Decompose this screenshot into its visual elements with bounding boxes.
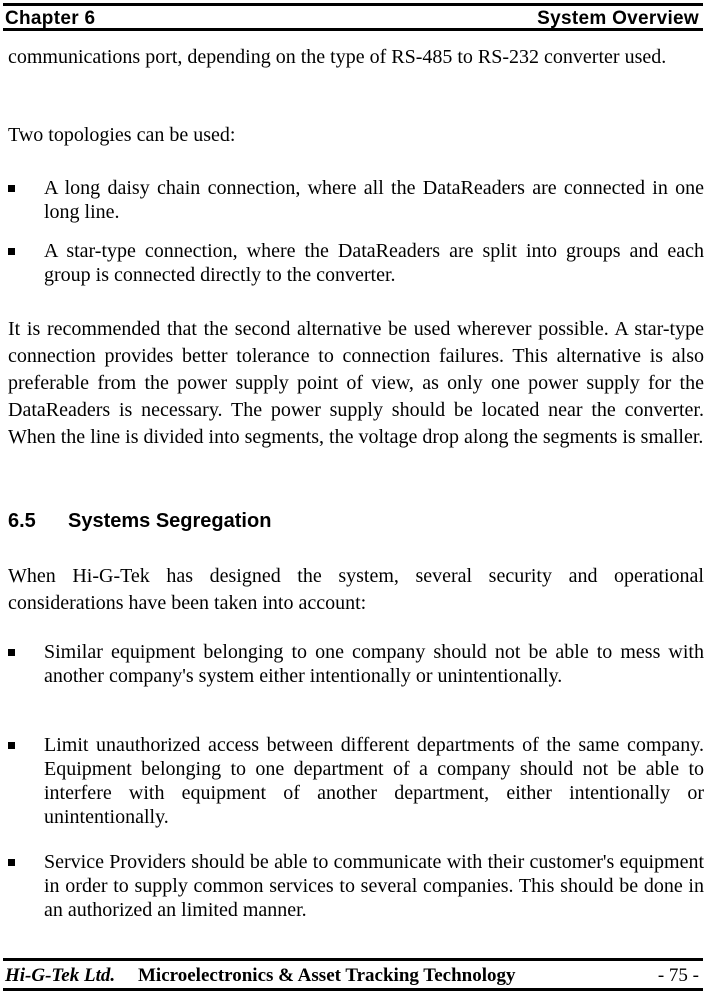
bullet-square-icon (8, 649, 15, 656)
paragraph-topologies-intro: Two topologies can be used: (8, 124, 236, 146)
bullet-square-icon (8, 185, 15, 192)
bullet-square-icon (8, 248, 15, 255)
paragraph-continuation: communications port, depending on the type of RS-485 to RS-232 converter used. (8, 46, 667, 68)
paragraph-recommendation: It is recommended that the second alternative be used wherever possible. A star-type connection provides better tolerance to connection failures. This alternative is also preferable from the power supply point of view, as only one power supply for the DataReaders is necessary. The power supply should be located near the converter. When the line is divided into segments, the voltage drop along the segments is smaller. (8, 318, 704, 448)
bullet-text: Service Providers should be able to communicate with their customer's equipment in order to supply common services to several companies. This should be done in an authorized an limited manner. (44, 851, 704, 921)
bullet-square-icon (8, 859, 15, 866)
footer-tagline: Microelectronics & Asset Tracking Technology (138, 965, 516, 986)
section-heading (8, 510, 271, 533)
footer-page-number: - 75 - (657, 965, 699, 986)
bullet-text: A star-type connection, where the DataReaders are split into groups and each group is connected directly to the converter. (44, 240, 704, 286)
bullet-square-icon (8, 742, 15, 749)
section-title: Systems Segregation (68, 510, 272, 532)
paragraph-considerations-intro: When Hi-G-Tek has designed the system, several security and operational considerations have been taken into account: (8, 565, 704, 614)
section-number: 6.5 (8, 510, 36, 532)
bullet-text: Similar equipment belonging to one company should not be able to mess with another company's system either intentionally or unintentionally. (44, 641, 704, 687)
bullet-text: A long daisy chain connection, where all the DataReaders are connected in one long line. (44, 177, 704, 223)
page-footer (3, 958, 703, 991)
chapter-label: Chapter 6 (5, 8, 96, 29)
bullet-text: Limit unauthorized access between different departments of the same company. Equipment belonging to one department of a company should not be able to interfere with equipment of another department, either intentionally or unintentionally. (44, 734, 704, 828)
page-header (3, 3, 703, 31)
footer-company: Hi-G-Tek Ltd. (5, 965, 116, 986)
section-title-label: System Overview (537, 8, 699, 29)
